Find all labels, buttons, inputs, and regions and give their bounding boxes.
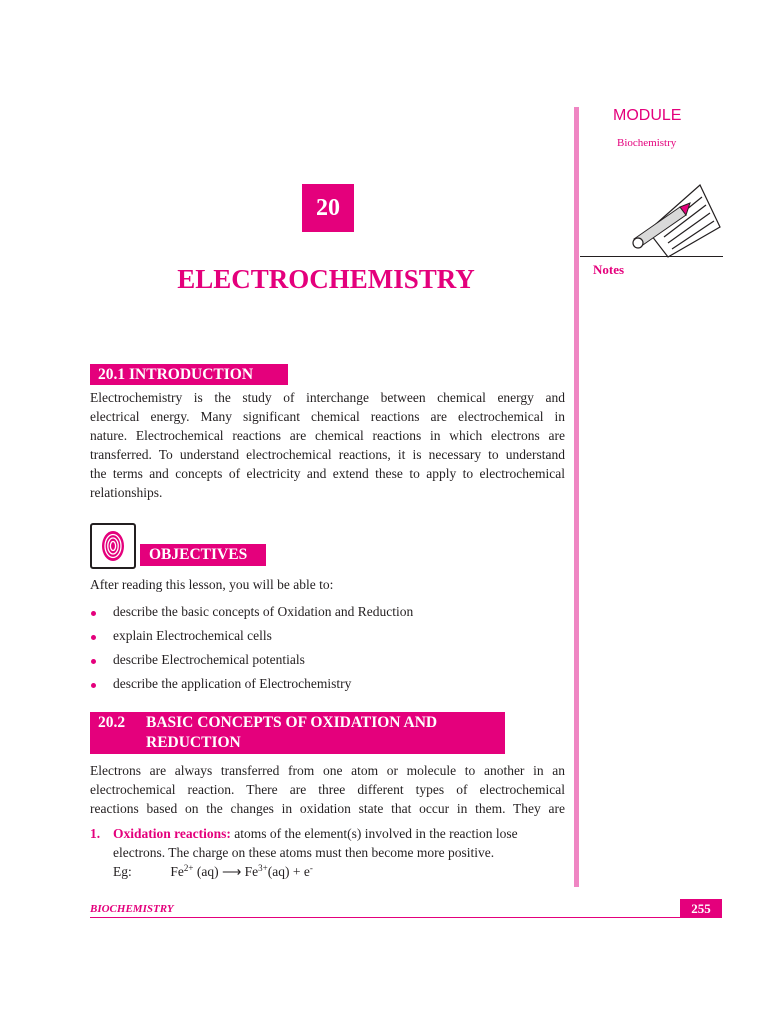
paragraph-line: nature. Electrochemical reactions are chemical reactions in which electrons are <box>90 428 565 443</box>
notes-divider <box>580 256 723 257</box>
list-item: describe the application of Electrochemistry <box>90 676 413 700</box>
intro-paragraph <box>90 388 565 502</box>
section-title-line: BASIC CONCEPTS OF OXIDATION AND <box>146 714 438 731</box>
list-item: explain Electrochemical cells <box>90 628 413 652</box>
reactant-charge: 2+ <box>183 863 194 873</box>
product-charge: 3+ <box>258 863 268 873</box>
reaction-arrow: ⟶ <box>221 864 242 879</box>
paragraph-line: electrical energy. Many significant chemical reactions are electrochemical in <box>90 409 565 424</box>
paragraph-line: Electrochemistry is the study of interchange between chemical energy and <box>90 390 565 405</box>
section-number: 20.2 <box>98 714 126 731</box>
product-state: (aq) + e <box>267 864 310 879</box>
notes-label: Notes <box>593 262 625 277</box>
reactant: Fe <box>170 864 184 879</box>
numbered-item <box>90 824 565 862</box>
module-subtitle: Biochemistry <box>617 137 677 149</box>
paragraph-line: reactions based on the changes in oxidation state that occur in them. They are <box>90 801 565 816</box>
margin-rule <box>574 107 579 887</box>
section-heading-basic-concepts <box>90 712 505 754</box>
paragraph-line: electrochemical reaction. There are three different types of electrochemical <box>90 782 565 797</box>
item-text: electrons. The charge on these atoms must then become more positive. <box>113 845 495 860</box>
basic-concepts-paragraph <box>90 761 565 818</box>
section-title-line: REDUCTION <box>146 734 241 751</box>
footer-subject: BIOCHEMISTRY <box>90 903 174 915</box>
list-item: describe Electrochemical potentials <box>90 652 413 676</box>
reaction-example <box>113 864 313 880</box>
product: Fe <box>244 864 259 879</box>
item-number: 1. <box>90 826 101 841</box>
objectives-intro: After reading this lesson, you will be able to: <box>90 577 334 592</box>
paragraph-line: relationships. <box>90 485 163 500</box>
item-text: atoms of the element(s) involved in the reaction lose <box>234 826 518 841</box>
module-title: MODULE <box>613 107 682 124</box>
example-label: Eg: <box>113 864 132 879</box>
objectives-list <box>90 604 413 700</box>
paragraph-line: Electrons are always transferred from one atom or molecule to another in an <box>90 763 565 778</box>
notepad-pencil-icon <box>630 183 722 263</box>
page-number: 255 <box>680 899 722 918</box>
paragraph-line: the terms and concepts of electricity and extend these to apply to electrochemical <box>90 466 565 481</box>
paragraph-line: transferred. To understand electrochemical reactions, it is necessary to understand <box>90 447 565 462</box>
target-spiral-icon <box>90 523 136 569</box>
electron-charge: - <box>309 863 313 873</box>
reactant-state: (aq) <box>196 864 219 879</box>
section-heading-introduction: 20.1 INTRODUCTION <box>90 364 288 385</box>
footer-rule <box>90 917 722 918</box>
chapter-number: 20 <box>302 184 354 232</box>
objectives-heading: OBJECTIVES <box>140 544 266 566</box>
chapter-title: ELECTROCHEMISTRY <box>177 264 475 294</box>
list-item: describe the basic concepts of Oxidation and Reduction <box>90 604 413 628</box>
item-term: Oxidation reactions: <box>113 826 231 841</box>
